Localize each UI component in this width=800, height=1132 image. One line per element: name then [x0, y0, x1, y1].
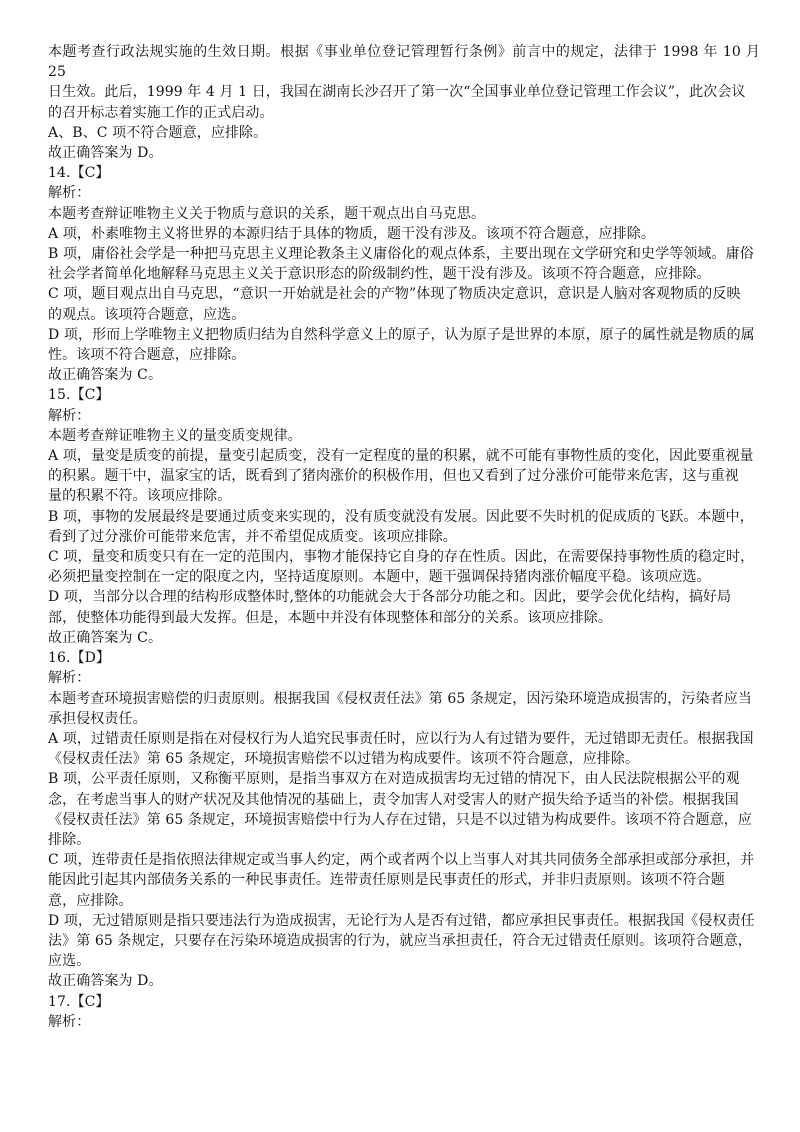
text-line: 解析： [48, 670, 91, 687]
text-line: 《侵权责任法》第 65 条规定，环境损害赔偿不以过错为构成要件。该项不符合题意，应排除。 [48, 751, 640, 768]
text-line: 量的积累不符。该项应排除。 [48, 488, 232, 505]
text-line: 15.【C】 [48, 387, 110, 404]
text-line: 能因此引起其内部债务关系的一种民事责任。连带责任原则是民事责任的形式，并非归责原则。该项不符合题 [48, 872, 725, 889]
text-line: 故正确答案为 D。 [48, 973, 163, 990]
text-line: C 项，连带责任是指依照法律规定或当事人约定，两个或者两个以上当事人对其共同债务全部承担或部分承担，并 [48, 852, 755, 869]
text-line: D 项，形而上学唯物主义把物质归结为自然科学意义上的原子，认为原子是世界的本原，原子的属性就是物质的属 [48, 326, 755, 343]
text-line: 解析： [48, 185, 91, 202]
text-line: 的召开标志着实施工作的正式启动。 [48, 104, 274, 121]
text-line: 解析： [48, 1013, 91, 1030]
text-line: A 项，过错责任原则是指在对侵权行为人追究民事责任时，应以行为人有过错为要件，无过错即无责任。根据我国 [48, 730, 754, 747]
text-line: 故正确答案为 C。 [48, 629, 163, 646]
text-line: 故正确答案为 D。 [48, 145, 163, 162]
text-line: 应选。 [48, 953, 91, 970]
text-line: B 项，公平责任原则，又称衡平原则，是指当事双方在对造成损害均无过错的情况下，由人民法院根据公平的观 [48, 771, 740, 788]
text-line: 日生效。此后，1999 年 4 月 1 日，我国在湖南长沙召开了第一次“全国事业单位登记管理工作会议”，此次会议 [48, 84, 746, 101]
text-line: 《侵权责任法》第 65 条规定，环境损害赔偿中行为人存在过错，只是不以过错为构成要件。该项不符合题意，应 [48, 811, 752, 828]
text-line: 的积累。题干中，温家宝的话，既看到了猪肉涨价的积极作用，但也又看到了过分涨价可能带来危害，这与重视 [48, 468, 739, 485]
text-line: 排除。 [48, 831, 91, 848]
text-line: 念，在考虑当事人的财产状况及其他情况的基础上，责令加害人对受害人的财产损失给予适当的补偿。根据我国 [48, 791, 739, 808]
text-line: D 项，当部分以合理的结构形成整体时,整体的功能就会大于各部分功能之和。因此，要学会优化结构，搞好局 [48, 589, 732, 606]
text-line: C 项，题目观点出自马克思，“意识一开始就是社会的产物”体现了物质决定意识，意识是人脑对客观物质的反映 [48, 286, 741, 303]
text-line: 意，应排除。 [48, 892, 133, 909]
text-line: 的观点。该项符合题意，应选。 [48, 306, 246, 323]
text-line: 看到了过分涨价可能带来危害，并不希望促成质变。该项应排除。 [48, 528, 457, 545]
text-line: B 项，事物的发展最终是要通过质变来实现的，没有质变就没有发展。因此要不失时机的促成质的飞跃。本题中， [48, 508, 754, 525]
text-line: 本题考查辩证唯物主义关于物质与意识的关系，题干观点出自马克思。 [48, 205, 486, 222]
text-line: 17.【C】 [48, 993, 110, 1010]
text-line: 故正确答案为 C。 [48, 367, 163, 384]
text-line: 本题考查辩证唯物主义的量变质变规律。 [48, 427, 302, 444]
text-line: C 项，量变和质变只有在一定的范围内，事物才能保持它自身的存在性质。因此，在需要保持事物性质的稳定时， [48, 549, 755, 566]
text-line: 法》第 65 条规定，只要存在污染环境造成损害的行为，就应当承担责任，符合无过错责任原则。该项符合题意， [48, 932, 752, 949]
text-line: 必须把量变控制在一定的限度之内，坚持适度原则。本题中，题干强调保持猪肉涨价幅度平稳。该项应选。 [48, 569, 711, 586]
text-line: 16.【D】 [48, 650, 111, 667]
text-line: 14.【C】 [48, 165, 110, 182]
text-line: A 项，量变是质变的前提，量变引起质变，没有一定程度的量的积累，就不可能有事物性质的变化，因此要重视量 [48, 448, 754, 465]
text-line: A、B、C 项不符合题意，应排除。 [48, 124, 268, 141]
text-line: A 项，朴素唯物主义将世界的本源归结于具体的物质，题干没有涉及。该项不符合题意，应排除。 [48, 225, 655, 242]
document-body [48, 42, 760, 1032]
text-line: 性。该项不符合题意，应排除。 [48, 347, 246, 364]
text-line: 承担侵权责任。 [48, 710, 147, 727]
text-line: 社会学者简单化地解释马克思主义关于意识形态的阶级制约性，题干没有涉及。该项不符合题意，应排除。 [48, 266, 711, 283]
text-line: 解析： [48, 407, 91, 424]
text-line: 本题考查行政法规实施的生效日期。根据《事业单位登记管理暂行条例》前言中的规定，法律于 1998 年 10 月 25 [48, 44, 760, 81]
text-line: 本题考查环境损害赔偿的归责原则。根据我国《侵权责任法》第 65 条规定，因污染环境造成损害的，污染者应当 [48, 690, 752, 707]
text-line: B 项，庸俗社会学是一种把马克思主义理论教条主义庸俗化的观点体系，主要出现在文学研究和史学等领域。庸俗 [48, 246, 754, 263]
text-line: D 项，无过错原则是指只要违法行为造成损害，无论行为人是否有过错，都应承担民事责任。根据我国《侵权责任 [48, 912, 755, 929]
text-line: 部，使整体功能得到最大发挥。但是，本题中并没有体现整体和部分的关系。该项应排除。 [48, 609, 612, 626]
